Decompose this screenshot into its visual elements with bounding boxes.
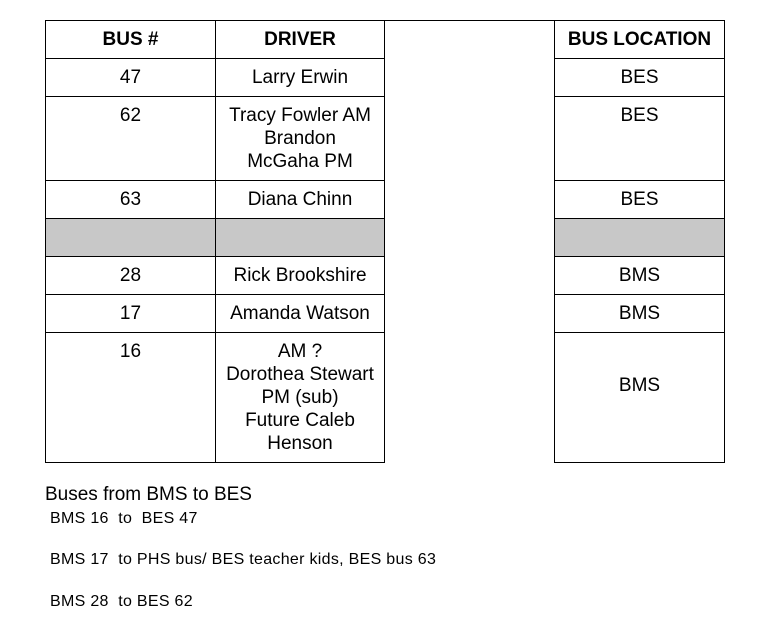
bus-location-cell: BES [555,97,725,181]
bus-location-cell: BMS [555,257,725,295]
bus-location-cell: BES [555,59,725,97]
driver-name-line: Henson [267,433,333,454]
table-header-row [46,21,725,59]
driver-cell [216,333,385,463]
blank-cell [385,219,555,257]
blank-cell [385,295,555,333]
driver-cell [216,181,385,219]
driver-name-line: Dorothea Stewart [226,364,374,385]
table-row [46,295,725,333]
driver-name-line: McGaha PM [247,151,353,172]
bus-number-cell: 16 [46,333,216,463]
driver-cell [216,59,385,97]
header-bus-location: BUS LOCATION [555,21,725,59]
driver-name-line: Future Caleb [245,410,355,431]
driver-cell [216,97,385,181]
shaded-cell [46,219,216,257]
note-line: BMS 17 to PHS bus/ BES teacher kids, BES bus 63 [50,551,437,568]
bus-location-text: BMS [618,375,661,396]
driver-name-line: Larry Erwin [251,67,349,88]
header-blank [385,21,555,59]
bus-location-cell [555,333,725,463]
driver-name-line: Rick Brookshire [233,265,367,286]
bus-number-cell: 63 [46,181,216,219]
driver-name-line: Brandon [264,128,336,149]
table-row [46,333,725,463]
driver-cell [216,257,385,295]
driver-name-line: Diana Chinn [247,189,353,210]
blank-cell [385,181,555,219]
bus-assignment-table [45,20,725,463]
driver-cell [216,295,385,333]
driver-name-line: AM ? [277,341,323,362]
driver-name-line: Tracy Fowler AM [229,105,371,126]
note-line: BMS 16 to BES 47 [50,510,198,527]
blank-cell [385,333,555,463]
bus-number-cell: 47 [46,59,216,97]
driver-name-line: Amanda Watson [230,303,370,324]
shaded-cell [216,219,385,257]
blank-cell [385,257,555,295]
table-row [46,181,725,219]
blank-cell [385,97,555,181]
shaded-separator-row [46,219,725,257]
blank-cell [385,59,555,97]
header-bus-number: BUS # [46,21,216,59]
bus-number-cell: 17 [46,295,216,333]
shaded-cell [555,219,725,257]
table-row [46,97,725,181]
driver-name-line: PM (sub) [261,387,339,408]
bus-number-cell: 62 [46,97,216,181]
bus-location-cell: BMS [555,295,725,333]
notes-title: Buses from BMS to BES [45,484,252,505]
table-row [46,257,725,295]
bus-location-cell: BES [555,181,725,219]
table-row [46,59,725,97]
bus-number-cell: 28 [46,257,216,295]
header-driver: DRIVER [216,21,385,59]
note-line: BMS 28 to BES 62 [50,593,193,610]
